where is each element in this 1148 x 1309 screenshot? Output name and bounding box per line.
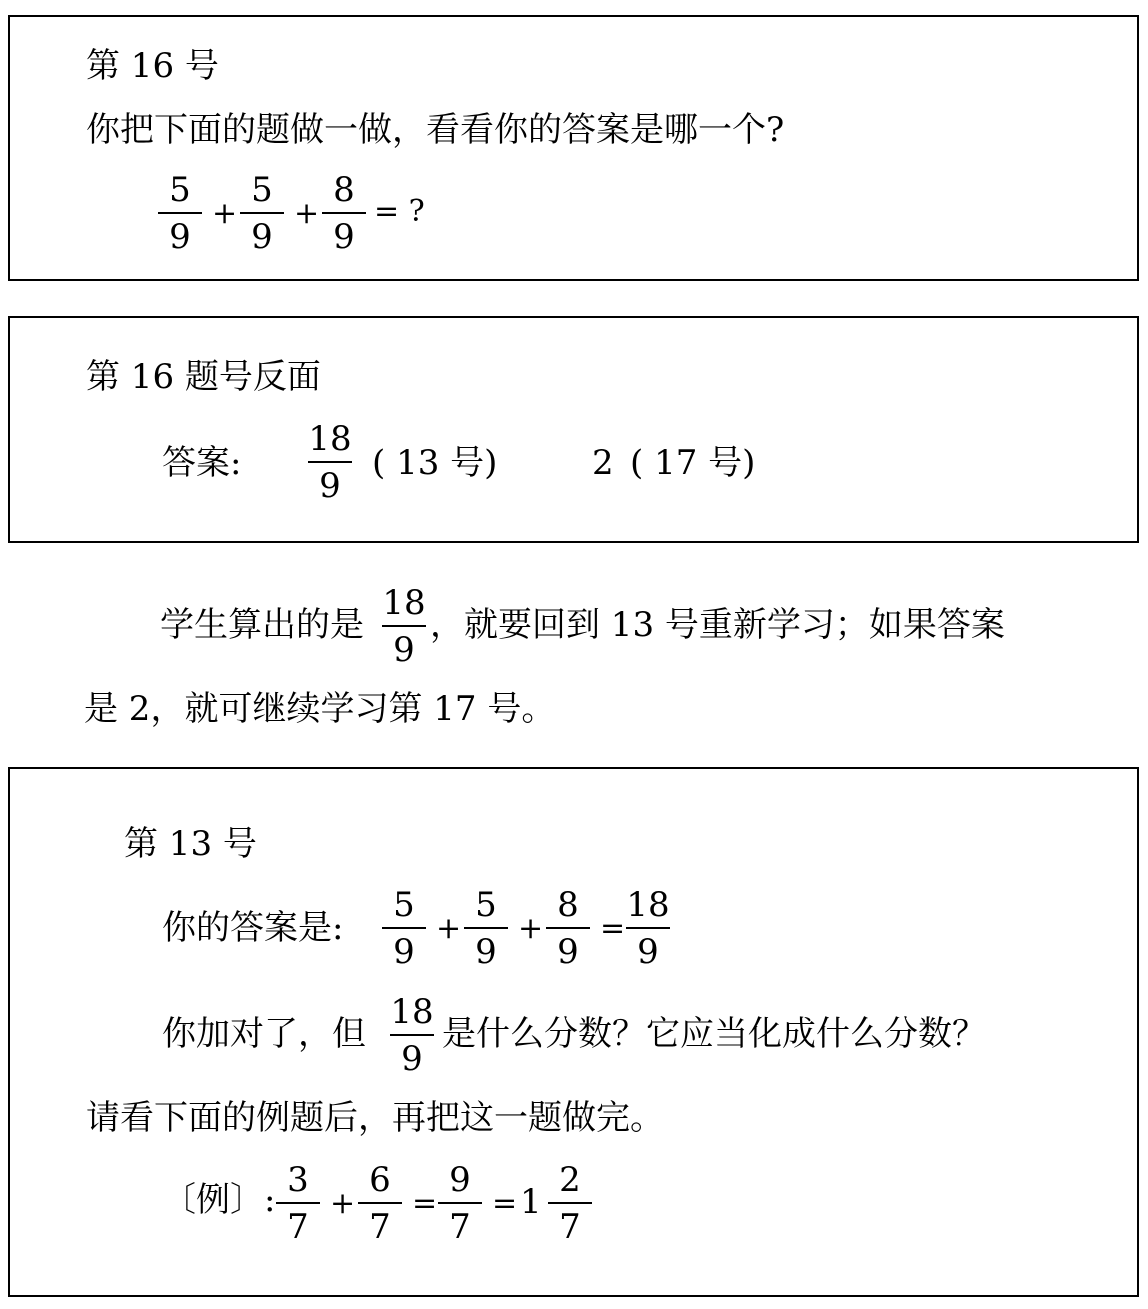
denominator: 7 [559,1207,581,1247]
fraction [548,1160,592,1247]
numerator: 5 [169,170,191,210]
denominator: 9 [169,217,191,257]
numerator: 9 [449,1160,471,1200]
paragraph-text: 是 2，就可继续学习第 17 号。 [84,689,556,729]
numerator: 8 [333,170,355,210]
plus-sign: + [518,911,544,946]
plus-sign: + [212,196,238,231]
numerator: 8 [557,885,579,925]
numerator: 18 [390,992,434,1032]
plus-sign: + [294,196,320,231]
numerator: 5 [393,885,415,925]
fraction [438,1160,482,1247]
numerator: 2 [559,1160,581,1200]
fraction-bar [382,927,426,929]
equals-question: = ? [374,194,425,229]
card-13 [8,767,1139,1297]
denominator: 7 [287,1207,309,1247]
numerator: 3 [287,1160,309,1200]
fraction [308,419,352,506]
fraction [158,170,202,257]
card-16-back [8,316,1139,543]
numerator: 18 [626,885,670,925]
answer-label: 答案: [162,443,242,483]
equals-sign: = [492,1186,518,1221]
denominator: 9 [251,217,273,257]
fraction-bar [546,927,590,929]
fraction-bar [158,212,202,214]
denominator: 9 [557,932,579,972]
card-16-back-title: 第 16 题号反面 [86,357,321,397]
plus-sign: + [330,1186,356,1221]
denominator: 9 [401,1039,423,1079]
fraction-bar [548,1202,592,1204]
fraction-bar [276,1202,320,1204]
answer-value: 2 [592,443,614,483]
fraction-bar [358,1202,402,1204]
card-13-title: 第 13 号 [124,824,257,864]
fraction [276,1160,320,1247]
equals-sign: = [412,1186,438,1221]
answer-ref: ( 13 号) [372,443,498,483]
card-16-title: 第 16 号 [86,46,219,86]
example-label: 〔例〕: [162,1180,276,1220]
denominator: 7 [449,1207,471,1247]
question-text: 你加对了，但 [162,1014,366,1054]
fraction-bar [240,212,284,214]
fraction [546,885,590,972]
fraction [382,583,426,670]
denominator: 9 [319,466,341,506]
fraction [626,885,670,972]
numerator: 6 [369,1160,391,1200]
fraction-bar [308,461,352,463]
numerator: 18 [308,419,352,459]
fraction-bar [382,625,426,627]
fraction-bar [464,927,508,929]
denominator: 9 [393,932,415,972]
fraction [390,992,434,1079]
answer-label: 你的答案是: [162,908,344,948]
card-16 [8,15,1139,281]
question-text: 是什么分数？它应当化成什么分数？ [442,1014,986,1054]
fraction [322,170,366,257]
card-16-prompt: 你把下面的题做一做，看看你的答案是哪一个? [86,110,785,150]
numerator: 18 [382,583,426,623]
fraction [240,170,284,257]
denominator: 9 [475,932,497,972]
equals-sign: = [600,911,626,946]
denominator: 7 [369,1207,391,1247]
numerator: 5 [251,170,273,210]
answer-ref: ( 17 号) [630,443,756,483]
denominator: 9 [637,932,659,972]
fraction-bar [390,1034,434,1036]
fraction-bar [322,212,366,214]
denominator: 9 [393,630,415,670]
plus-sign: + [436,911,462,946]
fraction-bar [438,1202,482,1204]
denominator: 9 [333,217,355,257]
paragraph-text: ，就要回到 13 号重新学习；如果答案 [430,605,1005,645]
fraction-bar [626,927,670,929]
fraction [358,1160,402,1247]
whole-number: 1 [520,1182,542,1222]
instruction-text: 请看下面的例题后，再把这一题做完。 [86,1098,664,1138]
fraction [464,885,508,972]
fraction [382,885,426,972]
numerator: 5 [475,885,497,925]
paragraph-text: 学生算出的是 [160,605,364,645]
